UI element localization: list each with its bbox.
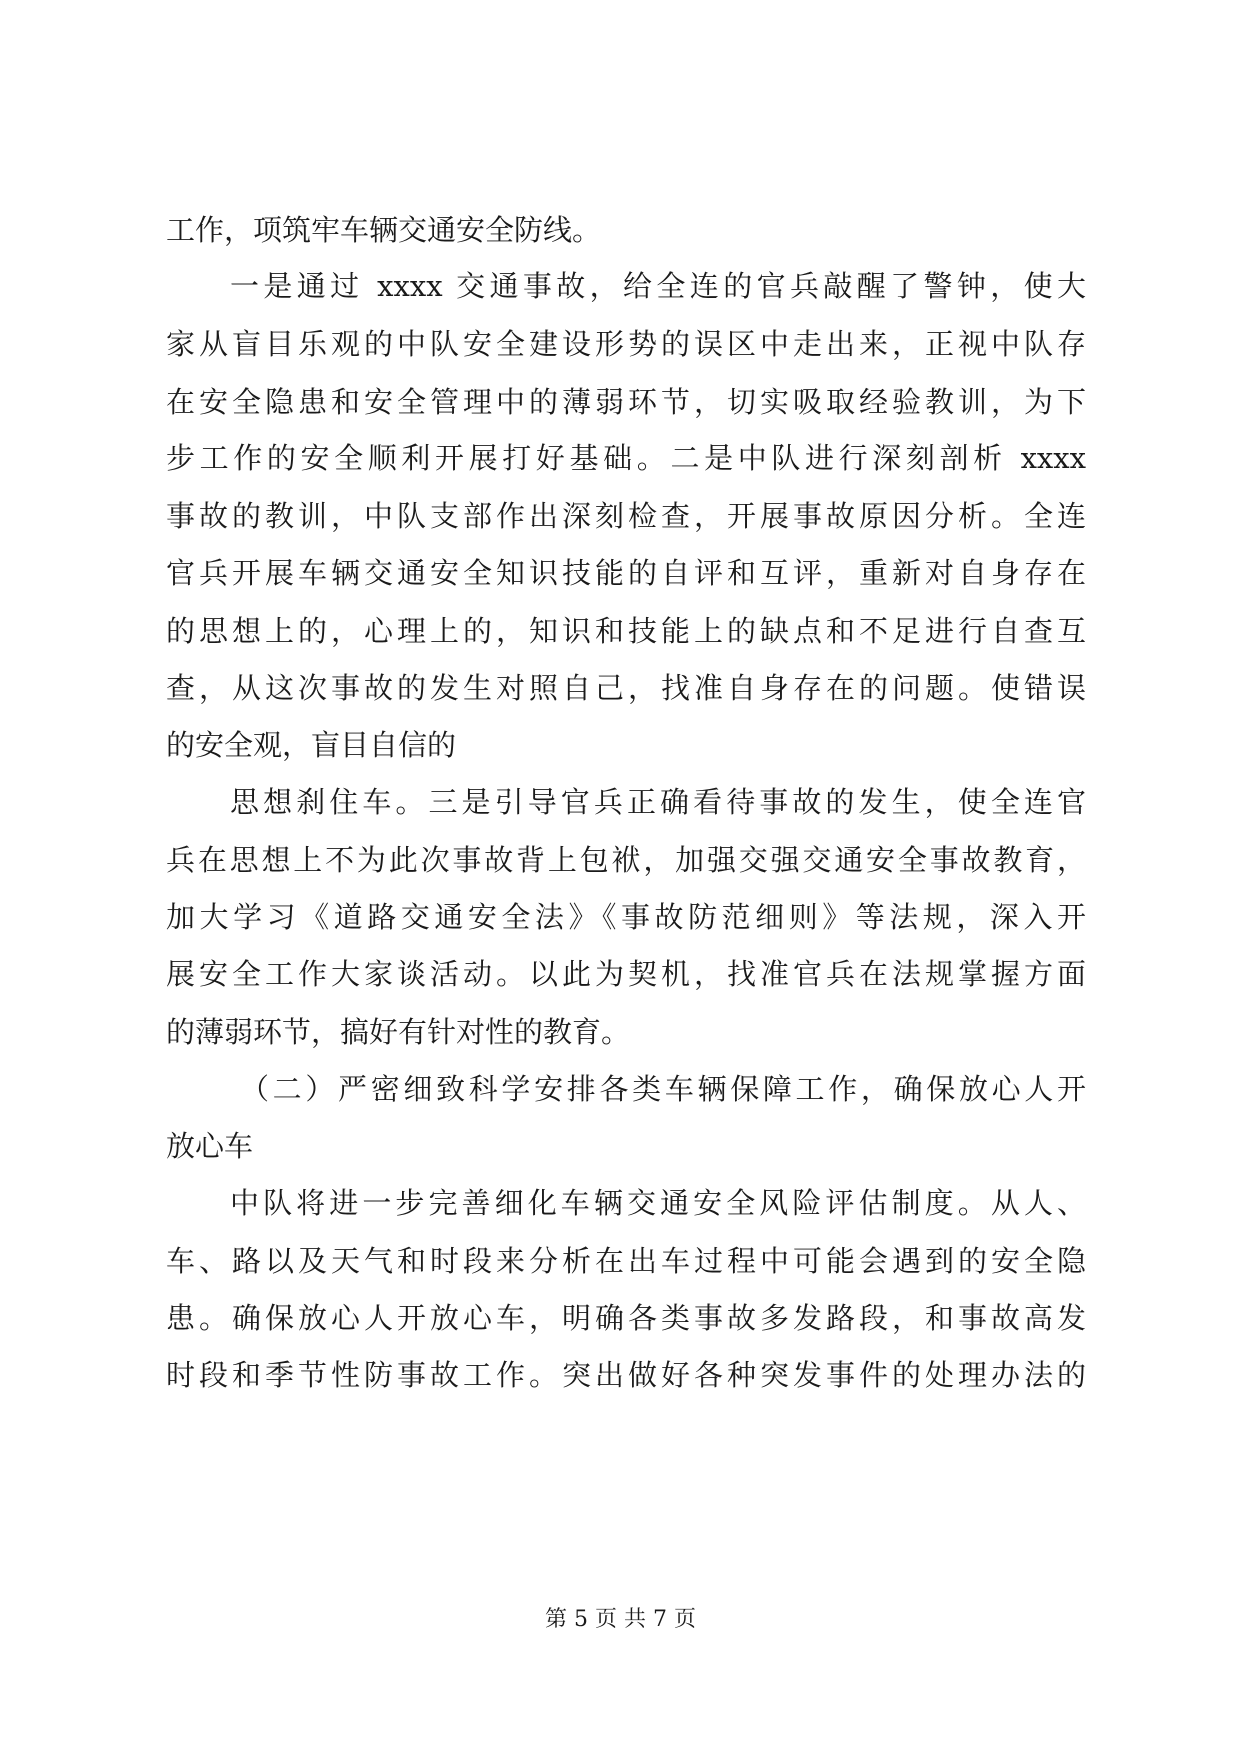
page-number-footer: 第 5 页 共 7 页	[545, 1607, 696, 1632]
text-line: 事故的教训，中队支部作出深刻检查，开展事故原因分析。全连	[166, 499, 1086, 533]
text-line: 兵在思想上不为此次事故背上包袱，加强交强交通安全事故教育，	[166, 843, 1086, 877]
section-heading-line: （二）严密细致科学安排各类车辆保障工作，确保放心人开	[240, 1072, 1086, 1106]
text-line: 工作，项筑牢车辆交通安全防线。	[166, 213, 602, 247]
section-heading-line: 放心车	[166, 1129, 254, 1163]
text-line: 查，从这次事故的发生对照自己，找准自身存在的问题。使错误	[166, 671, 1086, 705]
text-line: 的薄弱环节，搞好有针对性的教育。	[166, 1015, 631, 1049]
text-line: 患。确保放心人开放心车，明确各类事故多发路段，和事故高发	[166, 1301, 1086, 1335]
text-line: 步工作的安全顺利开展打好基础。二是中队进行深刻剖析 xxxx	[166, 441, 1086, 475]
text-line: 的思想上的，心理上的，知识和技能上的缺点和不足进行自查互	[166, 614, 1086, 648]
text-line: 一是通过 xxxx 交通事故，给全连的官兵敲醒了警钟，使大	[230, 269, 1086, 303]
text-line: 的安全观，盲目自信的	[166, 728, 457, 762]
text-line: 官兵开展车辆交通安全知识技能的自评和互评，重新对自身存在	[166, 556, 1086, 590]
text-line: 时段和季节性防事故工作。突出做好各种突发事件的处理办法的	[166, 1358, 1086, 1392]
text-line: 中队将进一步完善细化车辆交通安全风险评估制度。从人、	[230, 1186, 1086, 1220]
text-line: 车、路以及天气和时段来分析在出车过程中可能会遇到的安全隐	[166, 1244, 1086, 1278]
text-line: 展安全工作大家谈活动。以此为契机，找准官兵在法规掌握方面	[166, 957, 1086, 991]
text-line: 思想刹住车。三是引导官兵正确看待事故的发生，使全连官	[230, 785, 1086, 819]
text-line: 在安全隐患和安全管理中的薄弱环节，切实吸取经验教训，为下	[166, 385, 1086, 419]
text-line: 加大学习《道路交通安全法》《事故防范细则》等法规，深入开	[166, 900, 1086, 934]
text-line: 家从盲目乐观的中队安全建设形势的误区中走出来，正视中队存	[166, 327, 1086, 361]
